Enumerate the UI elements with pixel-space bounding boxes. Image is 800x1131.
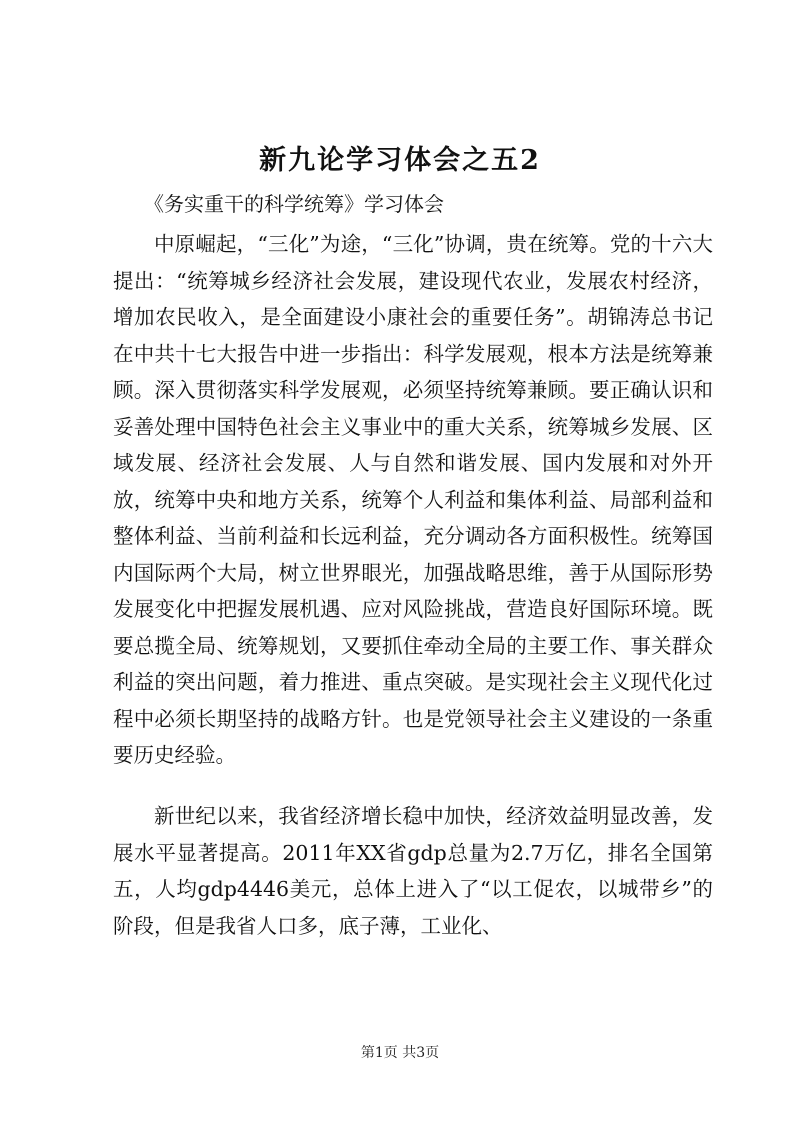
body-paragraph-2: 新世纪以来，我省经济增长稳中加快，经济效益明显改善，发展水平显著提高。2011年XX省gdp总量为2.7万亿，排名全国第五，人均gdp4446美元，总体上进入了“以工促农，以城带乡”的阶段，但是我省人口多，底子薄，工业化、 bbox=[113, 804, 713, 938]
body-paragraph-1: 中原崛起，“三化”为途，“三化”协调，贵在统筹。党的十六大提出：“统筹城乡经济社会发展，建设现代农业，发展农村经济，增加农民收入，是全面建设小康社会的重要任务”。胡锦涛总书记在中共十七大报告中进一步指出：科学发展观，根本方法是统筹兼顾。深入贯彻落实科学发展观，必须坚持统筹兼顾。要正确认识和妥善处理中国特色社会主义事业中的重大关系，统筹城乡发展、区域发展、经济社会发展、人与自然和谐发展、国内发展和对外开放，统筹中央和地方关系，统筹个人利益和集体利益、局部利益和整体利益、当前利益和长远利益，充分调动各方面积极性。统筹国内国际两个大局，树立世界眼光，加强战略思维，善于从国际形势发展变化中把握发展机遇、应对风险挑战，营造良好国际环境。既要总揽全局、统筹规划，又要抓住牵动全局的主要工作、事关群众利益的突出问题，着力推进、重点突破。是实现社会主义现代化过程中必须长期坚持的战略方针。也是党领导社会主义建设的一条重要历史经验。 bbox=[113, 232, 713, 767]
page-footer: 第1页 共3页 bbox=[360, 1045, 440, 1061]
document-subtitle: 《务实重干的科学统筹》学习体会 bbox=[144, 192, 444, 216]
document-title: 新九论学习体会之五2 bbox=[259, 145, 541, 176]
